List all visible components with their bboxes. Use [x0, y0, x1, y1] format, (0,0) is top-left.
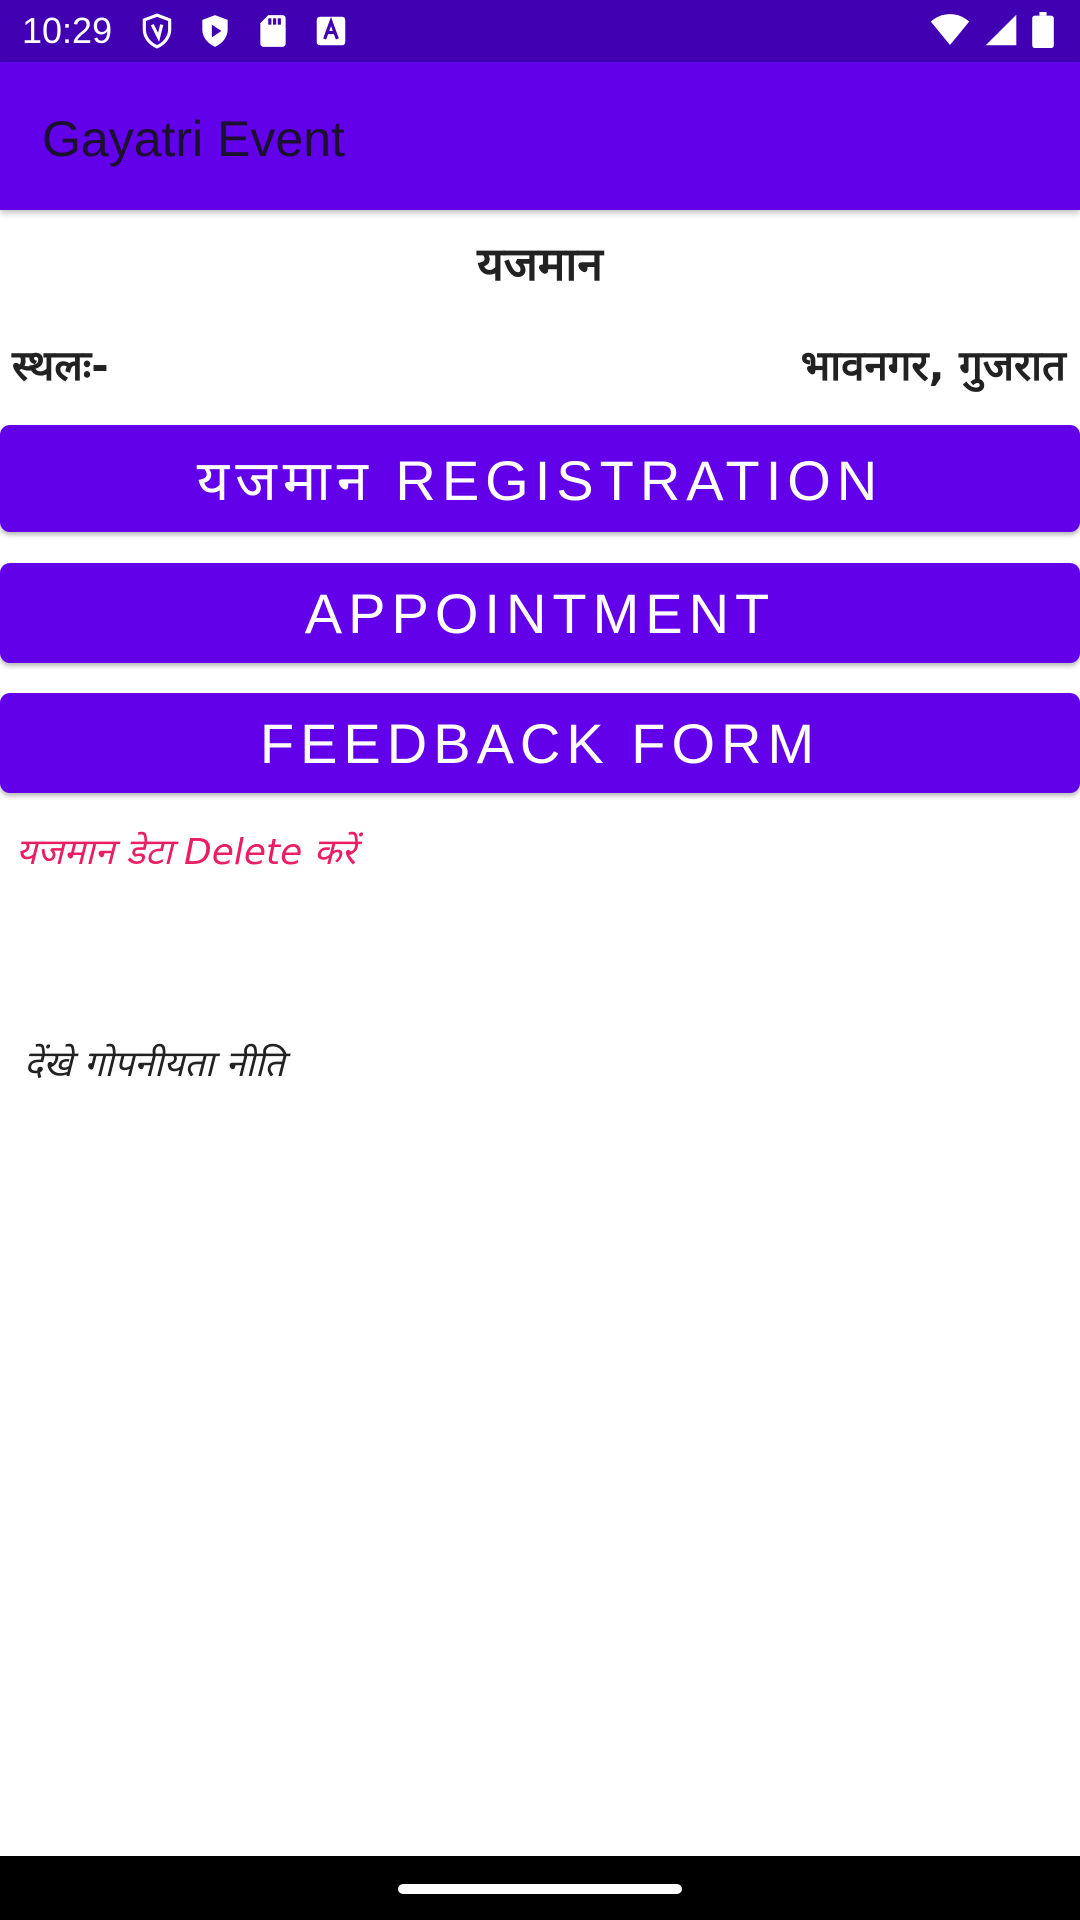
- feedback-form-button[interactable]: FEEDBACK FORM: [0, 693, 1080, 793]
- privacy-policy-link[interactable]: देंखे गोपनीयता नीति: [24, 1044, 285, 1085]
- home-gesture-handle[interactable]: [398, 1884, 682, 1894]
- signal-icon: [984, 13, 1018, 47]
- notification-icons: [138, 12, 350, 50]
- system-icons: [930, 12, 1054, 48]
- play-shield-icon: [196, 12, 234, 50]
- font-a-icon: [312, 12, 350, 50]
- appointment-button[interactable]: APPOINTMENT: [0, 563, 1080, 663]
- app-title: Gayatri Event: [42, 111, 345, 167]
- status-time: 10:29: [22, 10, 113, 51]
- app-bar: [0, 62, 1080, 210]
- status-bar: [0, 0, 1080, 62]
- location-value: भावनगर, गुजरात: [800, 341, 1066, 390]
- page-heading: यजमान: [477, 237, 603, 291]
- registration-button[interactable]: यजमान REGISTRATION: [0, 425, 1080, 532]
- sd-card-icon: [254, 12, 292, 50]
- vpn-shield-icon: [138, 12, 176, 50]
- navigation-bar: [0, 1856, 1080, 1920]
- battery-icon: [1032, 12, 1054, 48]
- location-label: स्थलः-: [12, 341, 109, 390]
- delete-data-link[interactable]: यजमान डेटा Delete करें: [16, 832, 357, 873]
- wifi-icon: [930, 13, 970, 47]
